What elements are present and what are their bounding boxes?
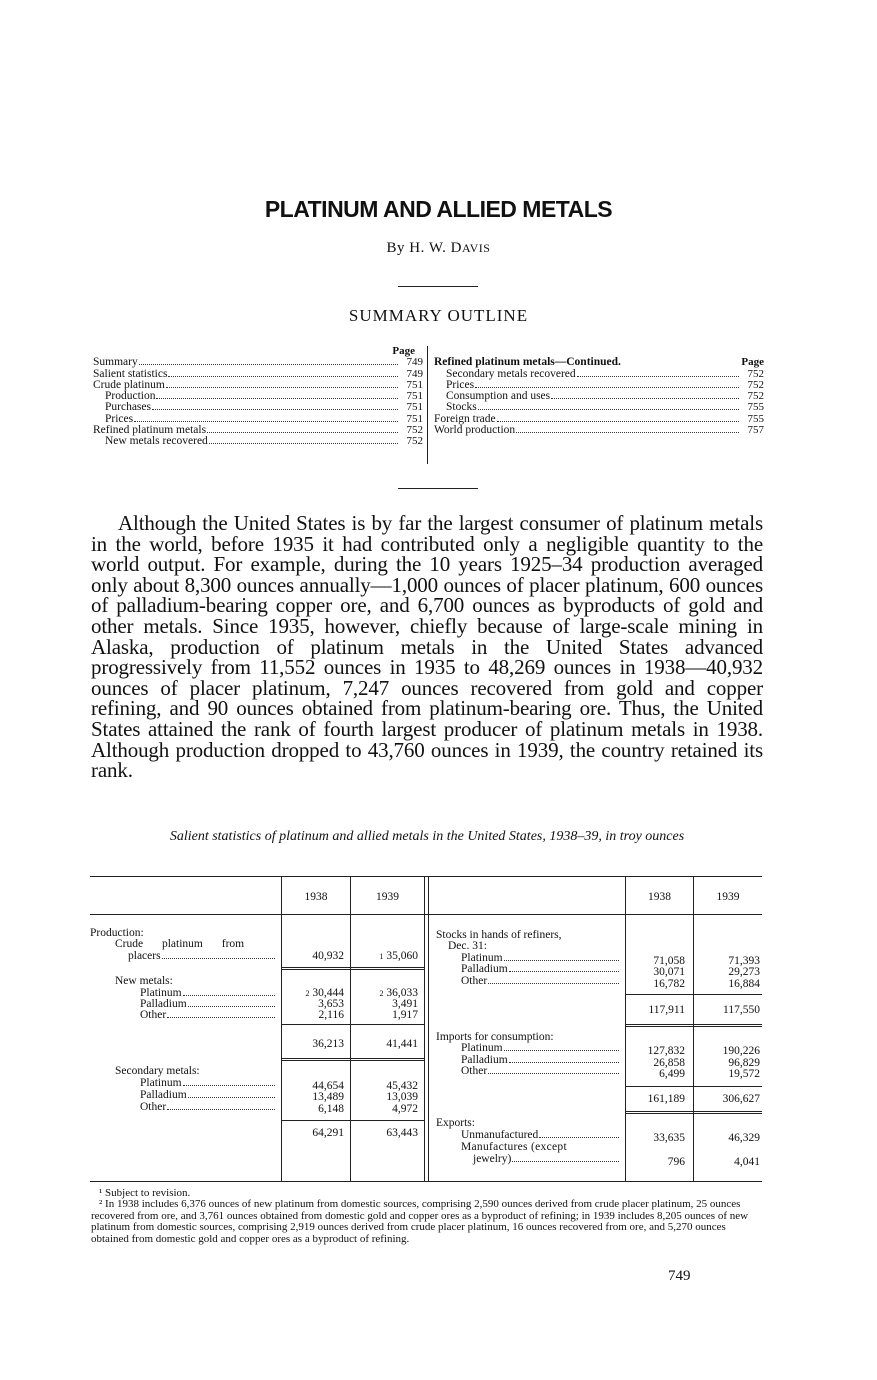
dot-leader [551,398,739,399]
toc-left-column [93,346,423,448]
new-metals-label: New metals: [115,975,173,987]
st-other-label: Other [461,975,488,987]
toc-page-header-right: Page [741,356,764,369]
im-other-row [461,1066,620,1078]
sec-platinum-label: Platinum [140,1077,182,1089]
sum-rule [626,1086,762,1087]
footnote-ref: 1 [379,952,384,961]
outline-heading: SUMMARY OUTLINE [348,306,529,325]
table-header-rule [90,914,762,915]
toc-left-item-page: 749 [406,367,423,380]
toc-left-item [93,402,423,413]
footnote-ref: 2 [379,989,384,998]
toc-left-item-page: 752 [406,424,423,437]
st-other-row [461,976,620,988]
table-bottom-rule [90,1181,762,1182]
ex-manufactures-row [473,1154,620,1166]
dot-leader [152,409,398,410]
toc-right-item-page: 757 [747,424,764,437]
toc-left-item-label: Refined platinum metals [93,424,207,437]
ex-unmanufactured-label: Unmanufactured [461,1129,539,1141]
st-total-1939: 117,550 [723,1004,760,1016]
toc-right-item [434,369,764,380]
new-other-row [140,1010,276,1022]
sec-other-row [140,1102,276,1114]
sec-total-1939: 63,443 [386,1127,418,1139]
toc-right-item-label: Secondary metals recovered [446,367,576,380]
toc-divider [427,346,428,464]
st-other-1939: 16,884 [728,978,760,990]
toc-left-item-label: Summary [93,356,138,369]
dot-leader [475,387,739,388]
dot-leader [497,421,739,422]
salient-statistics-table [90,876,762,1182]
im-palladium-1938: 26,858 [653,1057,685,1069]
toc-right-item-page: 752 [747,367,764,380]
crude-row [128,951,276,963]
sec-palladium-1938: 13,489 [312,1091,344,1103]
ex-unmanufactured-row [461,1130,620,1142]
im-platinum-label: Platinum [461,1042,503,1054]
im-total-1938: 161,189 [647,1093,685,1105]
im-other-label: Other [461,1065,488,1077]
double-rule [626,1024,762,1027]
new-other-1938: 2,116 [318,1009,344,1021]
stocks-label: Stocks in hands of refiners, [436,929,562,941]
sec-platinum-1939: 45,432 [386,1080,418,1092]
toc-left-item-page: 749 [406,356,423,369]
stocks-label-2: Dec. 31: [448,940,487,952]
toc-left-item [93,436,423,447]
dot-leader [134,421,398,422]
toc-right-item-page: 755 [747,401,764,414]
new-palladium-1938: 3,653 [318,998,344,1010]
st-other-1938: 16,782 [653,978,685,990]
footnote-ref: 2 [305,989,310,998]
dot-leader [156,398,398,399]
toc-left-item-label: Prices [105,412,134,425]
sec-platinum-1938: 44,654 [312,1080,344,1092]
toc-left-item [93,357,423,368]
toc-right-item-page: 755 [747,412,764,425]
toc-left-item-label: Production [105,390,156,403]
author-line [0,240,877,257]
page-title: PLATINUM AND ALLIED METALS [264,196,613,222]
toc-right-item-label: Prices [446,378,475,391]
toc-left-item-page: 751 [406,390,423,403]
ex-manufactures-1939: 4,041 [734,1156,760,1168]
double-rule [282,967,424,970]
footnote-2: ² In 1938 includes 6,376 ounces of new platinum from domestic sources, comprising 2,590 ounces derived from crude placer platinum, 25 ounces recovered from ore, and 3,761 ounces obtained from domestic gold and copper ores as a byproduct of refining; in 1939 includes 8,205 ounces of new platinum from domestic sources, comprising 2,919 ounces derived from crude placer platinum, 16 ounces recovered from ore, and 5,270 ounces obtained from domestic gold and copper ores as a byproduct of refining. [91,1198,749,1245]
ex-manufactures-label: Manufactures (except [461,1141,567,1153]
sec-palladium-row [140,1090,276,1102]
production-label: Production: [90,927,144,939]
im-platinum-1939: 190,226 [722,1045,760,1057]
new-other-label: Other [140,1009,167,1021]
crude-1939-value: 35,060 [386,950,418,962]
toc-left-item-label: Crude platinum [93,378,165,391]
dot-leader [577,376,739,377]
sec-total-1938: 64,291 [312,1127,344,1139]
dot-leader [166,387,398,388]
new-palladium-label: Palladium [140,998,187,1010]
toc-right-column [434,346,764,436]
toc-left-item-label: Purchases [105,401,151,414]
dot-leader [516,432,739,433]
toc-right-item-label: Consumption and uses [446,390,551,403]
toc-right-item-page: 752 [747,390,764,403]
st-palladium-1938: 30,071 [653,966,685,978]
im-total-1939: 306,627 [722,1093,760,1105]
toc-page-header: Page [392,345,415,357]
header-1939-right: 1939 [716,891,740,903]
toc-left-item-page: 751 [406,378,423,391]
new-other-1939: 1,917 [392,1009,418,1021]
toc-left-item-label: Salient statistics [93,367,168,380]
header-1939: 1939 [376,891,399,903]
crude-1939 [351,951,418,963]
table-top-rule [90,876,762,877]
im-other-1939: 19,572 [728,1068,760,1080]
imports-label: Imports for consumption: [436,1031,554,1043]
sum-rule [626,994,762,995]
dot-leader [139,364,398,365]
dot-leader [209,443,398,444]
author-name-smallcaps: AVIS [461,241,491,255]
sec-platinum-row [140,1078,276,1090]
st-palladium-1939: 29,273 [728,966,760,978]
st-total-1938: 117,911 [648,1004,685,1016]
sum-rule [282,1024,424,1025]
toc-right-heading-row [434,357,764,368]
im-platinum-row [461,1043,620,1055]
double-rule [282,1058,424,1061]
page-number: 749 [668,1268,691,1284]
ex-manufactures-1938: 796 [667,1156,685,1168]
new-total-1939: 41,441 [386,1038,418,1050]
title-rule [398,286,478,287]
body-paragraph: Although the United States is by far the largest consumer of platinum metals in the world, before 1935 it had contributed only a negligible quantity to the world output. For example, during the 10 years 1925–34 production averaged only about 8,300 ounces annually—1,000 ounces of placer platinum, 600 ounces of palladium-bearing copper ore, and 6,700 ounces as byproducts of gold and other metals. Since 1935, however, chiefly because of large-scale mining in Alaska, production of platinum metals in the United States advanced progressively from 11,552 ounces in 1935 to 48,269 ounces in 1938—40,932 ounces of placer platinum, 7,247 ounces recovered from gold and copper refining, and 90 ounces obtained from platinum-bearing ore. Thus, the United States attained the rank of fourth largest producer of platinum metals in 1938. Although production dropped to 43,760 ounces in 1939, the country retained its rank. [91,511,763,783]
exports-label: Exports: [436,1117,475,1129]
toc-left-item-page: 751 [406,412,423,425]
toc-right-heading: Refined platinum metals—Continued. [434,356,621,369]
footnotes [91,1188,763,1245]
dot-leader [168,376,398,377]
sec-other-label: Other [140,1101,167,1113]
im-other-1938: 6,499 [659,1068,685,1080]
toc-right-item [434,391,764,402]
dot-leader [207,432,398,433]
toc-right-item-label: World production [434,424,516,437]
toc-left-item-page: 751 [406,401,423,414]
new-platinum-1939-value: 36,033 [386,987,418,999]
dot-leader [478,409,739,410]
st-platinum-1938: 71,058 [653,955,685,967]
crude-label: Crude platinum from [115,938,245,950]
table-caption: Salient statistics of platinum and allied metals in the United States, 1938–39, in troy ounces [169,829,685,844]
toc-left-item-page: 752 [406,435,423,448]
toc-right-item-label: Foreign trade [434,412,496,425]
col-rule [424,876,425,1181]
header-1938: 1938 [304,891,328,903]
ex-unmanufactured-1939: 46,329 [728,1132,760,1144]
toc-right-item-page: 752 [747,378,764,391]
col-rule [428,876,429,1181]
sec-palladium-label: Palladium [140,1089,187,1101]
st-palladium-label: Palladium [461,963,508,975]
crude-label-2: placers [128,950,161,962]
double-rule [626,1111,762,1114]
im-platinum-1938: 127,832 [647,1045,685,1057]
toc-right-item-label: Stocks [446,401,477,414]
new-platinum-label: Platinum [140,987,182,999]
new-palladium-1939: 3,491 [392,998,418,1010]
footnote-1: ¹ Subject to revision. [99,1187,191,1199]
im-palladium-1939: 96,829 [728,1057,760,1069]
sec-other-1939: 4,972 [392,1103,418,1115]
new-platinum-1938-value: 30,444 [312,987,344,999]
ex-manufactures-label-2: jewelry) [473,1153,512,1165]
st-palladium-row [461,964,620,976]
new-total-1938: 36,213 [312,1038,344,1050]
section-rule [398,488,478,489]
crude-1938: 40,932 [312,950,344,962]
ex-unmanufactured-1938: 33,635 [653,1132,685,1144]
toc-left-item-label: New metals recovered [105,435,208,448]
toc-right-item [434,425,764,436]
header-1938-right: 1938 [648,891,671,903]
sum-rule [282,1120,424,1121]
st-platinum-1939: 71,393 [728,955,760,967]
secondary-metals-label: Secondary metals: [115,1065,200,1077]
sec-palladium-1939: 13,039 [386,1091,418,1103]
im-palladium-label: Palladium [461,1054,508,1066]
st-platinum-label: Platinum [461,952,503,964]
sec-other-1938: 6,148 [318,1103,344,1115]
author-name: By H. W. D [386,240,462,256]
